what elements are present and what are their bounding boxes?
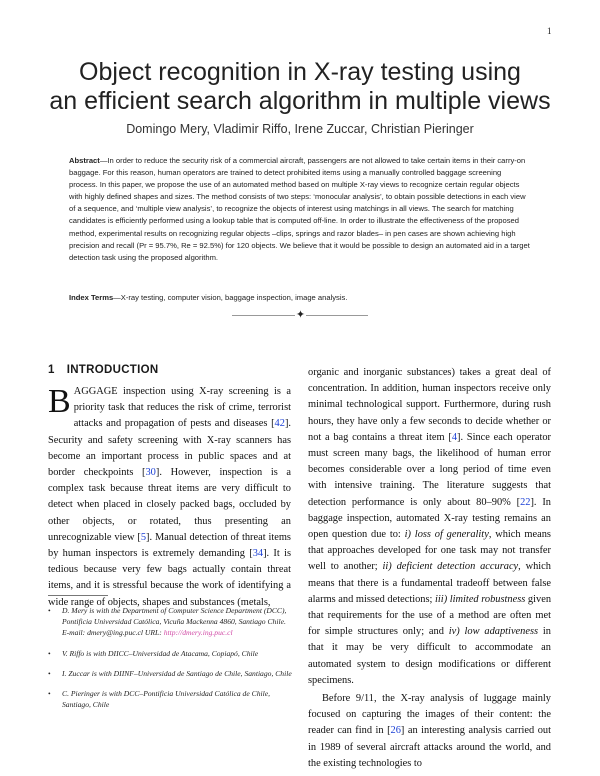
emphasis-text: iii) limited robustness bbox=[435, 593, 526, 605]
bullet-icon: • bbox=[48, 668, 51, 678]
footnote-text: D. Mery is with the Department of Computer Science Department (DCC), Pontificia Universidad Católica, Vicuña Mackenna 4860, Santiago Chile. E-mail: dmery@ing.puc.cl URL: bbox=[62, 606, 287, 638]
drop-cap: B bbox=[48, 383, 71, 420]
paper-title bbox=[30, 58, 570, 116]
divider-ornament-icon: ✦ bbox=[295, 308, 306, 321]
abstract bbox=[69, 155, 531, 264]
text-run: ]. However, inspection is a complex task because threat items are very difficult to detect when placed in closely packed bags, occluded by other objects, or rotated, thus presenting an unrecognizable view [ bbox=[48, 467, 291, 543]
author-list: Domingo Mery, Vladimir Riffo, Irene Zuccar, Christian Pieringer bbox=[126, 122, 474, 136]
citation-link[interactable]: 26 bbox=[390, 725, 401, 737]
footnote-item bbox=[48, 605, 293, 639]
citation-link[interactable]: 5 bbox=[140, 531, 147, 543]
bullet-icon: • bbox=[48, 689, 51, 699]
bullet-icon: • bbox=[48, 606, 51, 615]
citation-link[interactable]: 4 bbox=[451, 431, 458, 443]
text-run: in that it may be very difficult to accommodate an automated system to design modifications or different specimens. bbox=[308, 626, 551, 686]
page-number: 1 bbox=[547, 26, 552, 36]
title-line-1: Object recognition in X-ray testing using bbox=[79, 58, 521, 86]
footnote-text: I. Zuccar is with DIINF–Universidad de Santiago de Chile, Santiago, Chile bbox=[62, 668, 292, 678]
footnote-text: C. Pieringer is with DCC–Pontificia Universidad Católica de Chile, Santiago, Chile bbox=[62, 689, 270, 710]
text-run: ]. Security and safety screening with X-ray scanners has become an important process in public spaces and at border checkpoints [ bbox=[48, 418, 291, 479]
citation-link[interactable]: 22 bbox=[520, 496, 531, 508]
index-terms bbox=[69, 292, 531, 303]
text-run: , which means that approaches developed for one task may not transfer well to another; bbox=[308, 529, 551, 573]
text-run: ]. It is tedious because very few bags actually contain threat items, and it is stressful because the work of identifying a wide range of objects, shapes and substances (metals, bbox=[48, 548, 292, 608]
emphasis-text: i) loss of generality bbox=[404, 529, 489, 541]
index-terms-text: —X-ray testing, computer vision, baggage inspection, image analysis. bbox=[113, 293, 348, 302]
intro-paragraph-2 bbox=[308, 691, 551, 772]
footnote-rule bbox=[48, 595, 108, 596]
footnote-item bbox=[48, 668, 293, 679]
footnotes bbox=[48, 605, 293, 719]
text-run: ]. In baggage inspection, automated X-ray testing remains an open question due to: bbox=[308, 496, 552, 541]
text-run: Before 9/11, the X-ray analysis of luggage mainly focused on capturing the images of their content: the reader can find in [ bbox=[308, 693, 551, 737]
section-heading bbox=[48, 364, 158, 376]
text-run: given that requirements for the use of a method are often met for simple structures only; and bbox=[308, 593, 552, 638]
intro-paragraph-1 bbox=[48, 384, 291, 611]
footnote-text: V. Riffo is with DIICC–Universidad de Atacama, Copiapó, Chile bbox=[62, 648, 259, 658]
text-run: organic and inorganic substances) takes a great deal of concentration. In addition, human inspectors receive only minimal technological support. Furthermore, during rush hours, they have only a few seconds to decide whether or not a bag contains a threat item [ bbox=[308, 367, 551, 443]
left-column bbox=[48, 384, 291, 611]
citation-link[interactable]: 42 bbox=[274, 418, 285, 430]
footnote-item bbox=[48, 648, 293, 659]
text-run: ] an interesting analysis carried out in 1989 of several aircraft attacks around the world, and the existing technologies to bbox=[308, 725, 551, 769]
right-column bbox=[308, 365, 551, 772]
section-number: 1 bbox=[48, 364, 55, 376]
bullet-icon: • bbox=[48, 648, 51, 658]
text-run: , which means that there is a fundamental tradeoff between false alarms and missed detections; bbox=[308, 561, 551, 605]
abstract-text: —In order to reduce the security risk of a commercial aircraft, passengers are not allowed to take certain items in their carry-on baggage. For this reason, human operators are trained to detect prohibited items using a manually controlled baggage screening process. In this paper, we propose the use of an automated method based on multiple X-ray views to recognize certain regular objects with highly defined shapes and sizes. The method consists of two steps: ‘monocular analysis’, to obtain possible detections in each view of a sequence, and ‘multiple view analysis’, to recognize the objects of interest using matchings in all views. The search for matching candidates is efficiently performed using a lookup table that is computed off-line. In order to illustrate the effectiveness of the proposed method, experimental results on recognizing regular objects –clips, springs and razor blades– in pen cases are shown achieving high precision and recall (Pr = 95.7%, Re = 92.5%) for 120 objects. We believe that it would be possible to design an automated aid in a target detection task using the proposed algorithm. bbox=[69, 156, 530, 262]
abstract-label: Abstract bbox=[69, 156, 100, 165]
intro-paragraph-1-cont bbox=[308, 365, 551, 689]
citation-link[interactable]: 30 bbox=[145, 467, 156, 479]
emphasis-text: iv) low adaptiveness bbox=[448, 626, 539, 638]
citation-link[interactable]: 34 bbox=[252, 548, 264, 560]
index-terms-label: Index Terms bbox=[69, 293, 114, 302]
text-run: AGGAGE inspection using X-ray screening is a priority task that reduces the risk of crime, terrorist attacks and propagation of pests and diseases [ bbox=[73, 386, 291, 430]
text-run: ]. Manual detection of threat items by human inspectors is extremely demanding [ bbox=[48, 531, 291, 560]
title-line-2: an efficient search algorithm in multiple views bbox=[49, 87, 551, 115]
footnote-item bbox=[48, 688, 293, 710]
emphasis-text: ii) deficient detection accuracy bbox=[382, 561, 519, 573]
author-url-link[interactable]: http://dmery.ing.puc.cl bbox=[163, 628, 233, 638]
text-run: ]. Since each operator must screen many bags, the likelihood of human error becomes considerable over a long period of time even with intensive training. The literature suggests that detection performance is only about 80–90% [ bbox=[308, 431, 551, 508]
section-title: INTRODUCTION bbox=[66, 364, 159, 376]
